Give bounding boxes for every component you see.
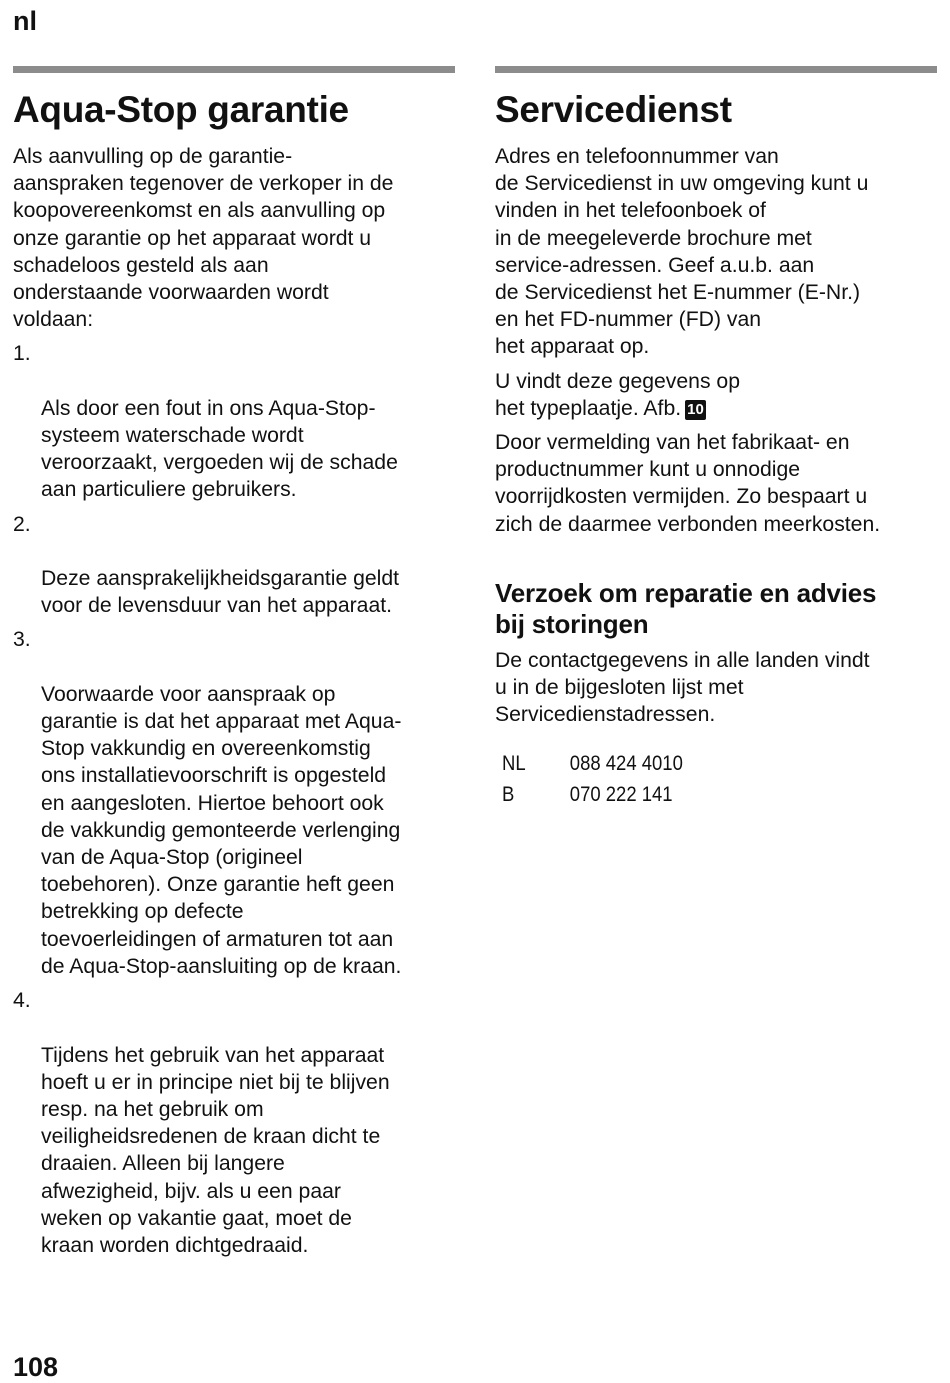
list-item-number: 4.: [13, 989, 31, 1013]
cost-saving-paragraph: Door vermelding van het fabrikaat- en productnummer kunt u onnodige voorrijdkosten vermijden. Zo bespaart u zich de daarmee verbonden meerkosten.: [495, 431, 881, 536]
country-code: B: [502, 782, 515, 806]
list-item: [13, 987, 455, 1259]
contact-info-paragraph: De contactgegevens in alle landen vindt u in de bijgesloten lijst met Servicedienstadressen.: [495, 648, 870, 727]
list-item-text: Voorwaarde voor aanspraak op garantie is dat het apparaat met Aqua- Stop vakkundig en overeenkomstig ons installatievoorschrift is opgesteld en aangesloten. Hiertoe behoort ook de vakkundig gemonteerde verlenging van de Aqua-Stop (origineel toebehoren). Onze garantie heft geen betrekking op defecte toevoerleidingen of armaturen tot aan de Aqua-Stop-aansluiting op de kraan.: [41, 682, 402, 978]
phone-number: 088 424 4010: [569, 751, 683, 775]
repair-request-subtitle: Verzoek om reparatie en advies bij storingen: [495, 577, 877, 639]
section-divider: [495, 66, 937, 73]
country-code: NL: [502, 751, 526, 775]
list-item: [13, 511, 455, 620]
list-item: [13, 626, 455, 980]
table-row: [495, 779, 683, 810]
list-item-number: 2.: [13, 512, 31, 536]
list-item: [13, 340, 455, 503]
section-title-servicedienst: Servicedienst: [495, 89, 732, 130]
list-item-number: 3.: [13, 628, 31, 652]
intro-paragraph: Als aanvulling op de garantie- aanspraken tegenover de verkoper in de koopovereenkomst en als aanvulling op onze garantie op het apparaat wordt u schadeloos gesteld als aan onderstaande voorwaarden wordt voldaan:: [13, 145, 394, 332]
list-item-text: Deze aansprakelijkheidsgarantie geldt voor de levensduur van het apparaat.: [41, 567, 400, 618]
contacts-table: [495, 748, 683, 810]
phone-number: 070 222 141: [569, 782, 673, 806]
language-tag: nl: [13, 6, 37, 36]
list-item-text: Tijdens het gebruik van het apparaat hoeft u er in principe niet bij te blijven resp. na het gebruik om veiligheidsredenen de kraan dicht te draaien. Alleen bij langere afwezigheid, bijv. als u een paar weken op vakantie gaat, moet de kraan worden dichtgedraaid.: [41, 1043, 390, 1257]
figure-reference-badge: 10: [687, 400, 704, 418]
section-title-aqua-stop: Aqua-Stop garantie: [13, 89, 349, 130]
list-item-number: 1.: [13, 342, 31, 366]
aqua-stop-section: [13, 66, 455, 1259]
service-address-paragraph: Adres en telefoonnummer van de Servicedienst in uw omgeving kunt u vinden in het telefoonboek of in de meegeleverde brochure met service-adressen. Geef a.u.b. aan de Servicedienst het E-nummer (E-Nr.) en het FD-nummer (FD) van het apparaat op.: [495, 145, 869, 359]
page-number: 108: [13, 1352, 59, 1382]
type-plate-paragraph: [495, 368, 937, 422]
type-plate-text: U vindt deze gegevens op het typeplaatje. Afb.: [495, 369, 741, 420]
conditions-list: [13, 340, 455, 1259]
servicedienst-section: [495, 66, 937, 810]
list-item-text: Als door een fout in ons Aqua-Stop- systeem waterschade wordt veroorzaakt, vergoeden wij de schade aan particuliere gebruikers.: [41, 396, 398, 502]
section-divider: [13, 66, 455, 73]
table-row: [495, 748, 683, 779]
